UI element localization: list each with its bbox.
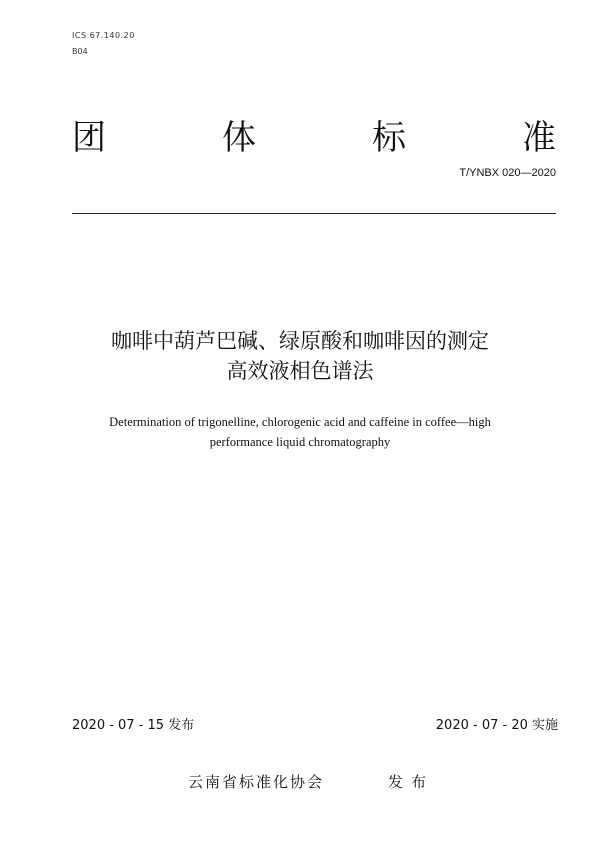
standard-type-char: 体 — [222, 118, 256, 158]
standard-type-char: 准 — [522, 118, 556, 158]
ccs-code: B04 — [72, 47, 88, 56]
standard-type-title — [72, 118, 556, 158]
chinese-title-line-2: 高效液相色谱法 — [226, 359, 374, 383]
standard-type-char: 标 — [372, 118, 406, 158]
english-title — [40, 412, 560, 452]
header-divider — [72, 213, 556, 214]
chinese-title — [0, 326, 600, 386]
ics-code: ICS 67.140.20 — [72, 31, 135, 40]
implementation-date: 2020 - 07 - 20 实施 — [435, 718, 558, 733]
standard-type-char: 团 — [72, 118, 106, 158]
chinese-title-line-1: 咖啡中葫芦巴碱、绿原酸和咖啡因的测定 — [111, 329, 489, 353]
english-title-line-2: performance liquid chromatography — [209, 435, 391, 449]
issue-date: 2020 - 07 - 15 发布 — [72, 718, 195, 733]
publish-label: 发布 — [388, 773, 435, 791]
publisher-name: 云南省标准化协会 — [188, 773, 325, 791]
standard-number: T/YNBX 020—2020 — [459, 167, 556, 179]
english-title-line-1: Determination of trigonelline, chlorogenic acid and caffeine in coffee—high — [109, 415, 491, 429]
